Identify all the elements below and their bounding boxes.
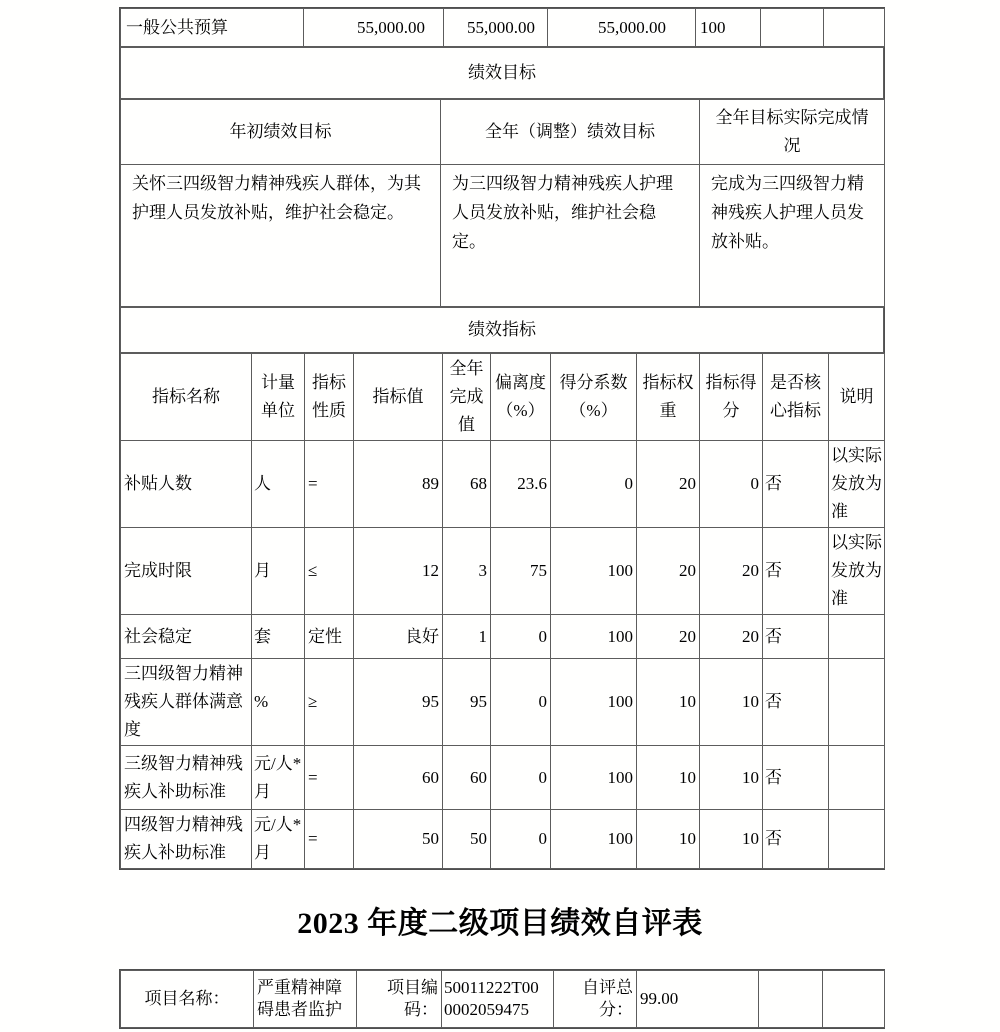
indicator-target: 89: [354, 441, 443, 528]
indicator-target: 60: [354, 746, 443, 810]
indicator-nature: =: [305, 441, 354, 528]
goal-adjusted-text: 为三四级智力精神残疾人护理人员发放补贴，维护社会稳定。: [441, 165, 700, 307]
indicator-deviation: 0: [491, 810, 551, 869]
self-score-label: 自评总分：: [554, 971, 637, 1028]
page-title: 2023 年度二级项目绩效自评表: [297, 907, 703, 940]
indicator-deviation: 0: [491, 746, 551, 810]
indicators-header-cell: 指标性质: [305, 354, 354, 441]
indicator-nature: 定性: [305, 615, 354, 659]
indicators-header-cell: 指标值: [354, 354, 443, 441]
indicators-header-cell: 全年完成值: [443, 354, 491, 441]
self-evaluation-table: [119, 969, 885, 1029]
goals-title-table: [120, 47, 884, 99]
indicator-name: 三级智力精神残疾人补助标准: [121, 746, 252, 810]
empty-cell: [759, 971, 823, 1028]
budget-amount-cell: 55,000.00: [548, 9, 696, 47]
indicator-core-flag: 否: [763, 746, 829, 810]
budget-row-label: 一般公共预算: [121, 9, 304, 47]
goal-actual-text: 完成为三四级智力精神残疾人护理人员发放补贴。: [700, 165, 885, 307]
indicator-score-coef: 100: [551, 615, 637, 659]
budget-summary-table: [120, 8, 885, 47]
indicator-row: [121, 441, 885, 528]
indicator-score: 10: [700, 810, 763, 869]
indicator-score-coef: 100: [551, 810, 637, 869]
budget-empty-cell: [761, 9, 824, 47]
indicator-core-flag: 否: [763, 659, 829, 746]
indicator-actual: 60: [443, 746, 491, 810]
indicator-name: 完成时限: [121, 528, 252, 615]
indicator-row: [121, 528, 885, 615]
project-code-value: 50011222T000002059475: [442, 971, 554, 1028]
indicator-unit: 元/人*月: [252, 810, 305, 869]
goal-initial-text: 关怀三四级智力精神残疾人群体，为其护理人员发放补贴，维护社会稳定。: [121, 165, 441, 307]
indicator-score: 0: [700, 441, 763, 528]
project-name-value: 严重精神障碍患者监护: [254, 971, 357, 1028]
indicator-note: [829, 810, 885, 869]
indicators-header-cell: 指标得分: [700, 354, 763, 441]
indicators-title-table: [120, 307, 884, 353]
indicator-nature: ≤: [305, 528, 354, 615]
indicator-name: 三四级智力精神残疾人群体满意度: [121, 659, 252, 746]
indicator-weight: 20: [637, 441, 700, 528]
indicator-target: 良好: [354, 615, 443, 659]
project-code-label: 项目编码：: [357, 971, 442, 1028]
indicator-score-coef: 100: [551, 659, 637, 746]
indicators-header-cell: 说明: [829, 354, 885, 441]
indicator-score: 10: [700, 746, 763, 810]
goals-header-adjusted: 全年（调整）绩效目标: [441, 100, 700, 165]
indicator-name: 补贴人数: [121, 441, 252, 528]
budget-empty-cell: [824, 9, 885, 47]
indicator-actual: 50: [443, 810, 491, 869]
indicator-note: 以实际发放为准: [829, 528, 885, 615]
indicator-unit: 元/人*月: [252, 746, 305, 810]
indicator-target: 95: [354, 659, 443, 746]
indicators-header-cell: 得分系数（%）: [551, 354, 637, 441]
indicator-row: [121, 615, 885, 659]
indicator-target: 12: [354, 528, 443, 615]
indicator-row: [121, 659, 885, 746]
indicator-row: [121, 810, 885, 869]
indicator-core-flag: 否: [763, 615, 829, 659]
indicator-unit: 月: [252, 528, 305, 615]
goals-header-actual: 全年目标实际完成情况: [700, 100, 885, 165]
goals-header-initial: 年初绩效目标: [121, 100, 441, 165]
indicators-section-title: 绩效指标: [121, 308, 884, 353]
indicator-core-flag: 否: [763, 441, 829, 528]
self-score-value: 99.00: [637, 971, 759, 1028]
project-info-table: [120, 970, 885, 1028]
indicator-note: [829, 615, 885, 659]
indicator-actual: 1: [443, 615, 491, 659]
indicator-core-flag: 否: [763, 528, 829, 615]
indicators-header-row: [121, 354, 885, 441]
indicator-actual: 95: [443, 659, 491, 746]
indicators-header-cell: 指标权重: [637, 354, 700, 441]
goals-content-row: [121, 165, 885, 307]
indicator-weight: 20: [637, 615, 700, 659]
indicator-unit: 人: [252, 441, 305, 528]
indicators-header-cell: 指标名称: [121, 354, 252, 441]
indicator-weight: 10: [637, 659, 700, 746]
indicator-actual: 68: [443, 441, 491, 528]
indicator-weight: 10: [637, 746, 700, 810]
indicator-name: 社会稳定: [121, 615, 252, 659]
goals-header-row: [121, 100, 885, 165]
indicator-weight: 10: [637, 810, 700, 869]
indicator-deviation: 23.6: [491, 441, 551, 528]
budget-amount-cell: 55,000.00: [304, 9, 444, 47]
project-name-label: 项目名称：: [121, 971, 254, 1028]
indicator-row: [121, 746, 885, 810]
indicator-deviation: 0: [491, 615, 551, 659]
indicator-deviation: 75: [491, 528, 551, 615]
indicator-name: 四级智力精神残疾人补助标准: [121, 810, 252, 869]
indicator-note: [829, 659, 885, 746]
indicator-score: 10: [700, 659, 763, 746]
indicator-score: 20: [700, 528, 763, 615]
indicator-unit: %: [252, 659, 305, 746]
indicator-unit: 套: [252, 615, 305, 659]
indicator-note: 以实际发放为准: [829, 441, 885, 528]
indicator-score-coef: 100: [551, 746, 637, 810]
indicator-score-coef: 100: [551, 528, 637, 615]
empty-cell: [823, 971, 885, 1028]
indicators-table: [120, 353, 885, 869]
project-info-row: [121, 971, 885, 1028]
indicator-score-coef: 0: [551, 441, 637, 528]
indicator-nature: =: [305, 746, 354, 810]
indicator-nature: =: [305, 810, 354, 869]
indicator-actual: 3: [443, 528, 491, 615]
indicator-nature: ≥: [305, 659, 354, 746]
performance-table: [119, 7, 885, 870]
indicator-note: [829, 746, 885, 810]
goals-section-title: 绩效目标: [121, 48, 884, 99]
indicator-core-flag: 否: [763, 810, 829, 869]
budget-row: [121, 9, 885, 47]
indicator-deviation: 0: [491, 659, 551, 746]
indicator-weight: 20: [637, 528, 700, 615]
goals-table: [120, 99, 885, 307]
indicator-score: 20: [700, 615, 763, 659]
indicators-header-cell: 是否核心指标: [763, 354, 829, 441]
indicators-header-cell: 偏离度（%）: [491, 354, 551, 441]
indicator-target: 50: [354, 810, 443, 869]
budget-percent-cell: 100: [696, 9, 761, 47]
budget-amount-cell: 55,000.00: [444, 9, 548, 47]
indicators-header-cell: 计量单位: [252, 354, 305, 441]
